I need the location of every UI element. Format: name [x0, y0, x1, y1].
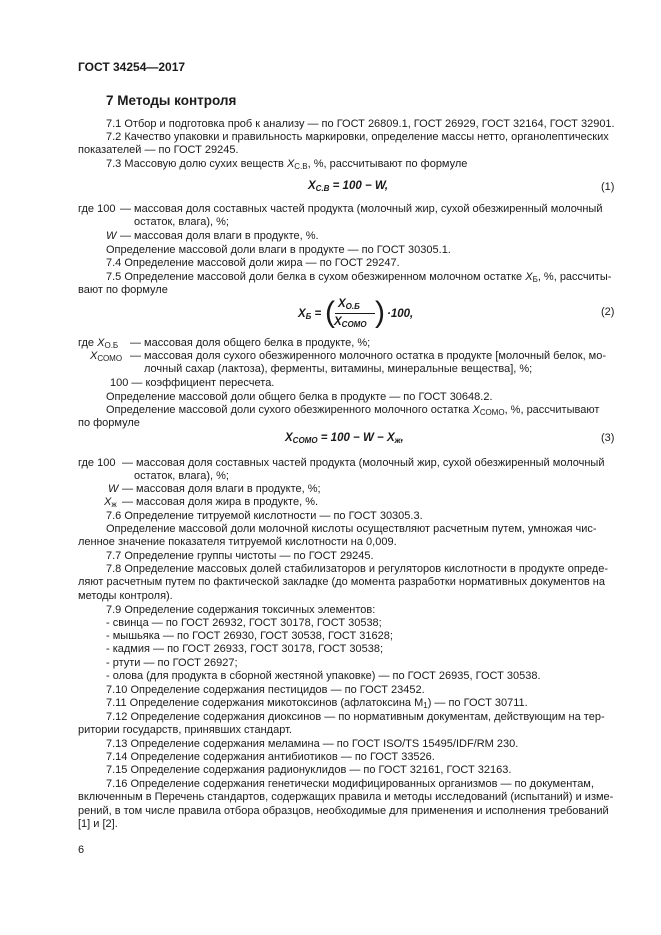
protein-method: Определение массовой доли общего белка в продукте — по ГОСТ 30648.2.	[106, 391, 493, 403]
paragraph-7-16-cont2: рений, в том числе правила отбора образцов, необходимые для применения и исполнения требований	[78, 805, 609, 817]
numerator: $X_{О.Б}$	[338, 298, 360, 311]
list-item-tin: - олова (для продукта в сборной жестяной упаковке) — по ГОСТ 26935, ГОСТ 30538.	[106, 670, 541, 682]
legend-where-2: где $X_{О.Б}$	[78, 337, 119, 350]
legend-w-3-symbol: W	[108, 483, 119, 495]
paragraph-7-3	[106, 158, 467, 171]
text: , %, рассчитывают по формуле	[307, 158, 468, 170]
legend-xsomo-symbol: $X_{СОМО}$	[90, 350, 123, 363]
paragraph-7-9: 7.9 Определение содержания токсичных элементов:	[106, 604, 376, 616]
paragraph-7-14: 7.14 Определение содержания антибиотиков — по ГОСТ 33526.	[106, 751, 435, 763]
legend-xsomo-cont: лочный сахар (лактоза), ферменты, витамины, минеральные вещества], %;	[144, 363, 533, 375]
legend-w-symbol: W	[106, 230, 117, 242]
moisture-method: Определение массовой доли влаги в продукте — по ГОСТ 30305.1.	[106, 244, 451, 256]
paragraph-7-16-cont3: [1] и [2].	[78, 818, 118, 830]
paragraph-7-2-cont: показателей — по ГОСТ 29245.	[78, 144, 239, 156]
list-item-lead: - свинца — по ГОСТ 26932, ГОСТ 30178, ГОСТ 30538;	[106, 617, 382, 629]
lactic-acid: Определение массовой доли молочной кислоты осуществляют расчетным путем, умножая чис-	[106, 523, 597, 535]
formula-3: $X_{СОМО} = 100 - W - X_ж$,	[285, 432, 404, 445]
legend-100-3: — массовая доля составных частей продукта (молочный жир, сухой обезжиренный молочный	[122, 457, 605, 469]
paragraph-7-11: 7.11 Определение содержания микотоксинов (афлатоксина $M_1$) — по ГОСТ 30711.	[106, 697, 528, 710]
paragraph-7-13: 7.13 Определение содержания меламина — по ГОСТ ISO/TS 15495/IDF/RM 230.	[106, 738, 519, 750]
paragraph-7-15: 7.15 Определение содержания радионуклидов — по ГОСТ 32161, ГОСТ 32163.	[106, 764, 512, 776]
document-code: ГОСТ 34254—2017	[78, 60, 186, 74]
paragraph-7-1: 7.1 Отбор и подготовка проб к анализу — по ГОСТ 26809.1, ГОСТ 26929, ГОСТ 32164, ГОСТ 32901.	[106, 118, 615, 130]
paragraph-7-7: 7.7 Определение группы чистоты — по ГОСТ 29245.	[106, 550, 374, 562]
equation-number-3: (3)	[601, 432, 615, 444]
paragraph-7-8: 7.8 Определение массовых долей стабилизаторов и регуляторов кислотности в продукте опреде-	[106, 563, 608, 575]
lactic-acid-cont: ленное значение показателя титруемой кислотности на 0,009.	[78, 536, 397, 548]
legend-xzh: — массовая доля жира в продукте, %.	[122, 496, 319, 508]
legend-where-3: где 100	[78, 457, 116, 469]
legend-100: — массовая доля составных частей продукта (молочный жир, сухой обезжиренный молочный	[120, 203, 603, 215]
legend-xsomo: — массовая доля сухого обезжиренного молочного остатка в продукте [молочный белок, мо-	[130, 350, 607, 362]
equation-number-2: (2)	[601, 306, 615, 318]
paragraph-7-12-cont: ритории государств, принявших стандарт.	[78, 724, 292, 736]
right-paren: )	[375, 296, 385, 329]
list-item-mercury: - ртути — по ГОСТ 26927;	[106, 657, 238, 669]
legend-w-3: — массовая доля влаги в продукте, %;	[122, 483, 321, 495]
paragraph-7-5: 7.5 Определение массовой доли белка в сухом обезжиренном молочном остатке $X_Б$, %, рассчиты-	[106, 271, 612, 284]
somo-method-cont: по формуле	[78, 417, 140, 429]
somo-method: Определение массовой доли сухого обезжиренного молочного остатка $X_{СОМО}$, %, рассчитывают	[106, 404, 600, 417]
left-paren: (	[325, 296, 335, 329]
denominator: $X_{СОМО}$	[334, 316, 367, 329]
legend-xob: — массовая доля общего белка в продукте, %;	[130, 337, 371, 349]
paragraph-7-4: 7.4 Определение массовой доли жира — по ГОСТ 29247.	[106, 257, 400, 269]
list-item-cadmium: - кадмия — по ГОСТ 26933, ГОСТ 30178, ГОСТ 30538;	[106, 643, 384, 655]
legend-w: — массовая доля влаги в продукте, %.	[120, 230, 319, 242]
legend-100-3-cont: остаток, влага), %;	[134, 470, 229, 482]
legend-100-coef: 100 — коэффициент пересчета.	[110, 377, 275, 389]
symbol-x: X	[286, 158, 295, 170]
list-item-arsenic: - мышьяка — по ГОСТ 26930, ГОСТ 30538, ГОСТ 31628;	[106, 630, 393, 642]
paragraph-7-2: 7.2 Качество упаковки и правильность маркировки, определение массы нетто, органолептических	[106, 131, 609, 143]
page-number: 6	[78, 844, 85, 856]
legend-100-cont: остаток, влага), %;	[134, 216, 229, 228]
paragraph-7-6: 7.6 Определение титруемой кислотности — по ГОСТ 30305.3.	[106, 510, 423, 522]
legend-xzh-symbol: $X_ж$	[104, 496, 117, 509]
paragraph-7-8-cont2: методы контроля).	[78, 590, 173, 602]
subscript: С.В	[294, 162, 308, 171]
paragraph-7-12: 7.12 Определение содержания диоксинов — по нормативным документам, действующим на тер-	[106, 711, 605, 723]
legend-where: где 100	[78, 203, 116, 215]
equation-number-1: (1)	[601, 181, 615, 193]
paragraph-7-16: 7.16 Определение содержания генетически модифицированных организмов — по документам,	[106, 778, 594, 790]
formula-1: $X_{С.В} = 100 - W$,	[308, 180, 389, 193]
fraction-bar	[335, 313, 375, 314]
paragraph-7-16-cont: включенным в Перечень стандартов, содержащих правила и методы исследований (испытаний) и изме-	[78, 791, 614, 803]
section-title: 7 Методы контроля	[106, 93, 237, 108]
paragraph-7-5-cont: вают по формуле	[78, 284, 168, 296]
paragraph-7-8-cont: ляют расчетным путем по фактической закладке (до момента разработки нормативных документов на	[78, 576, 605, 588]
text: 7.3 Массовую долю сухих веществ	[106, 158, 284, 170]
paragraph-7-10: 7.10 Определение содержания пестицидов — по ГОСТ 23452.	[106, 684, 425, 696]
